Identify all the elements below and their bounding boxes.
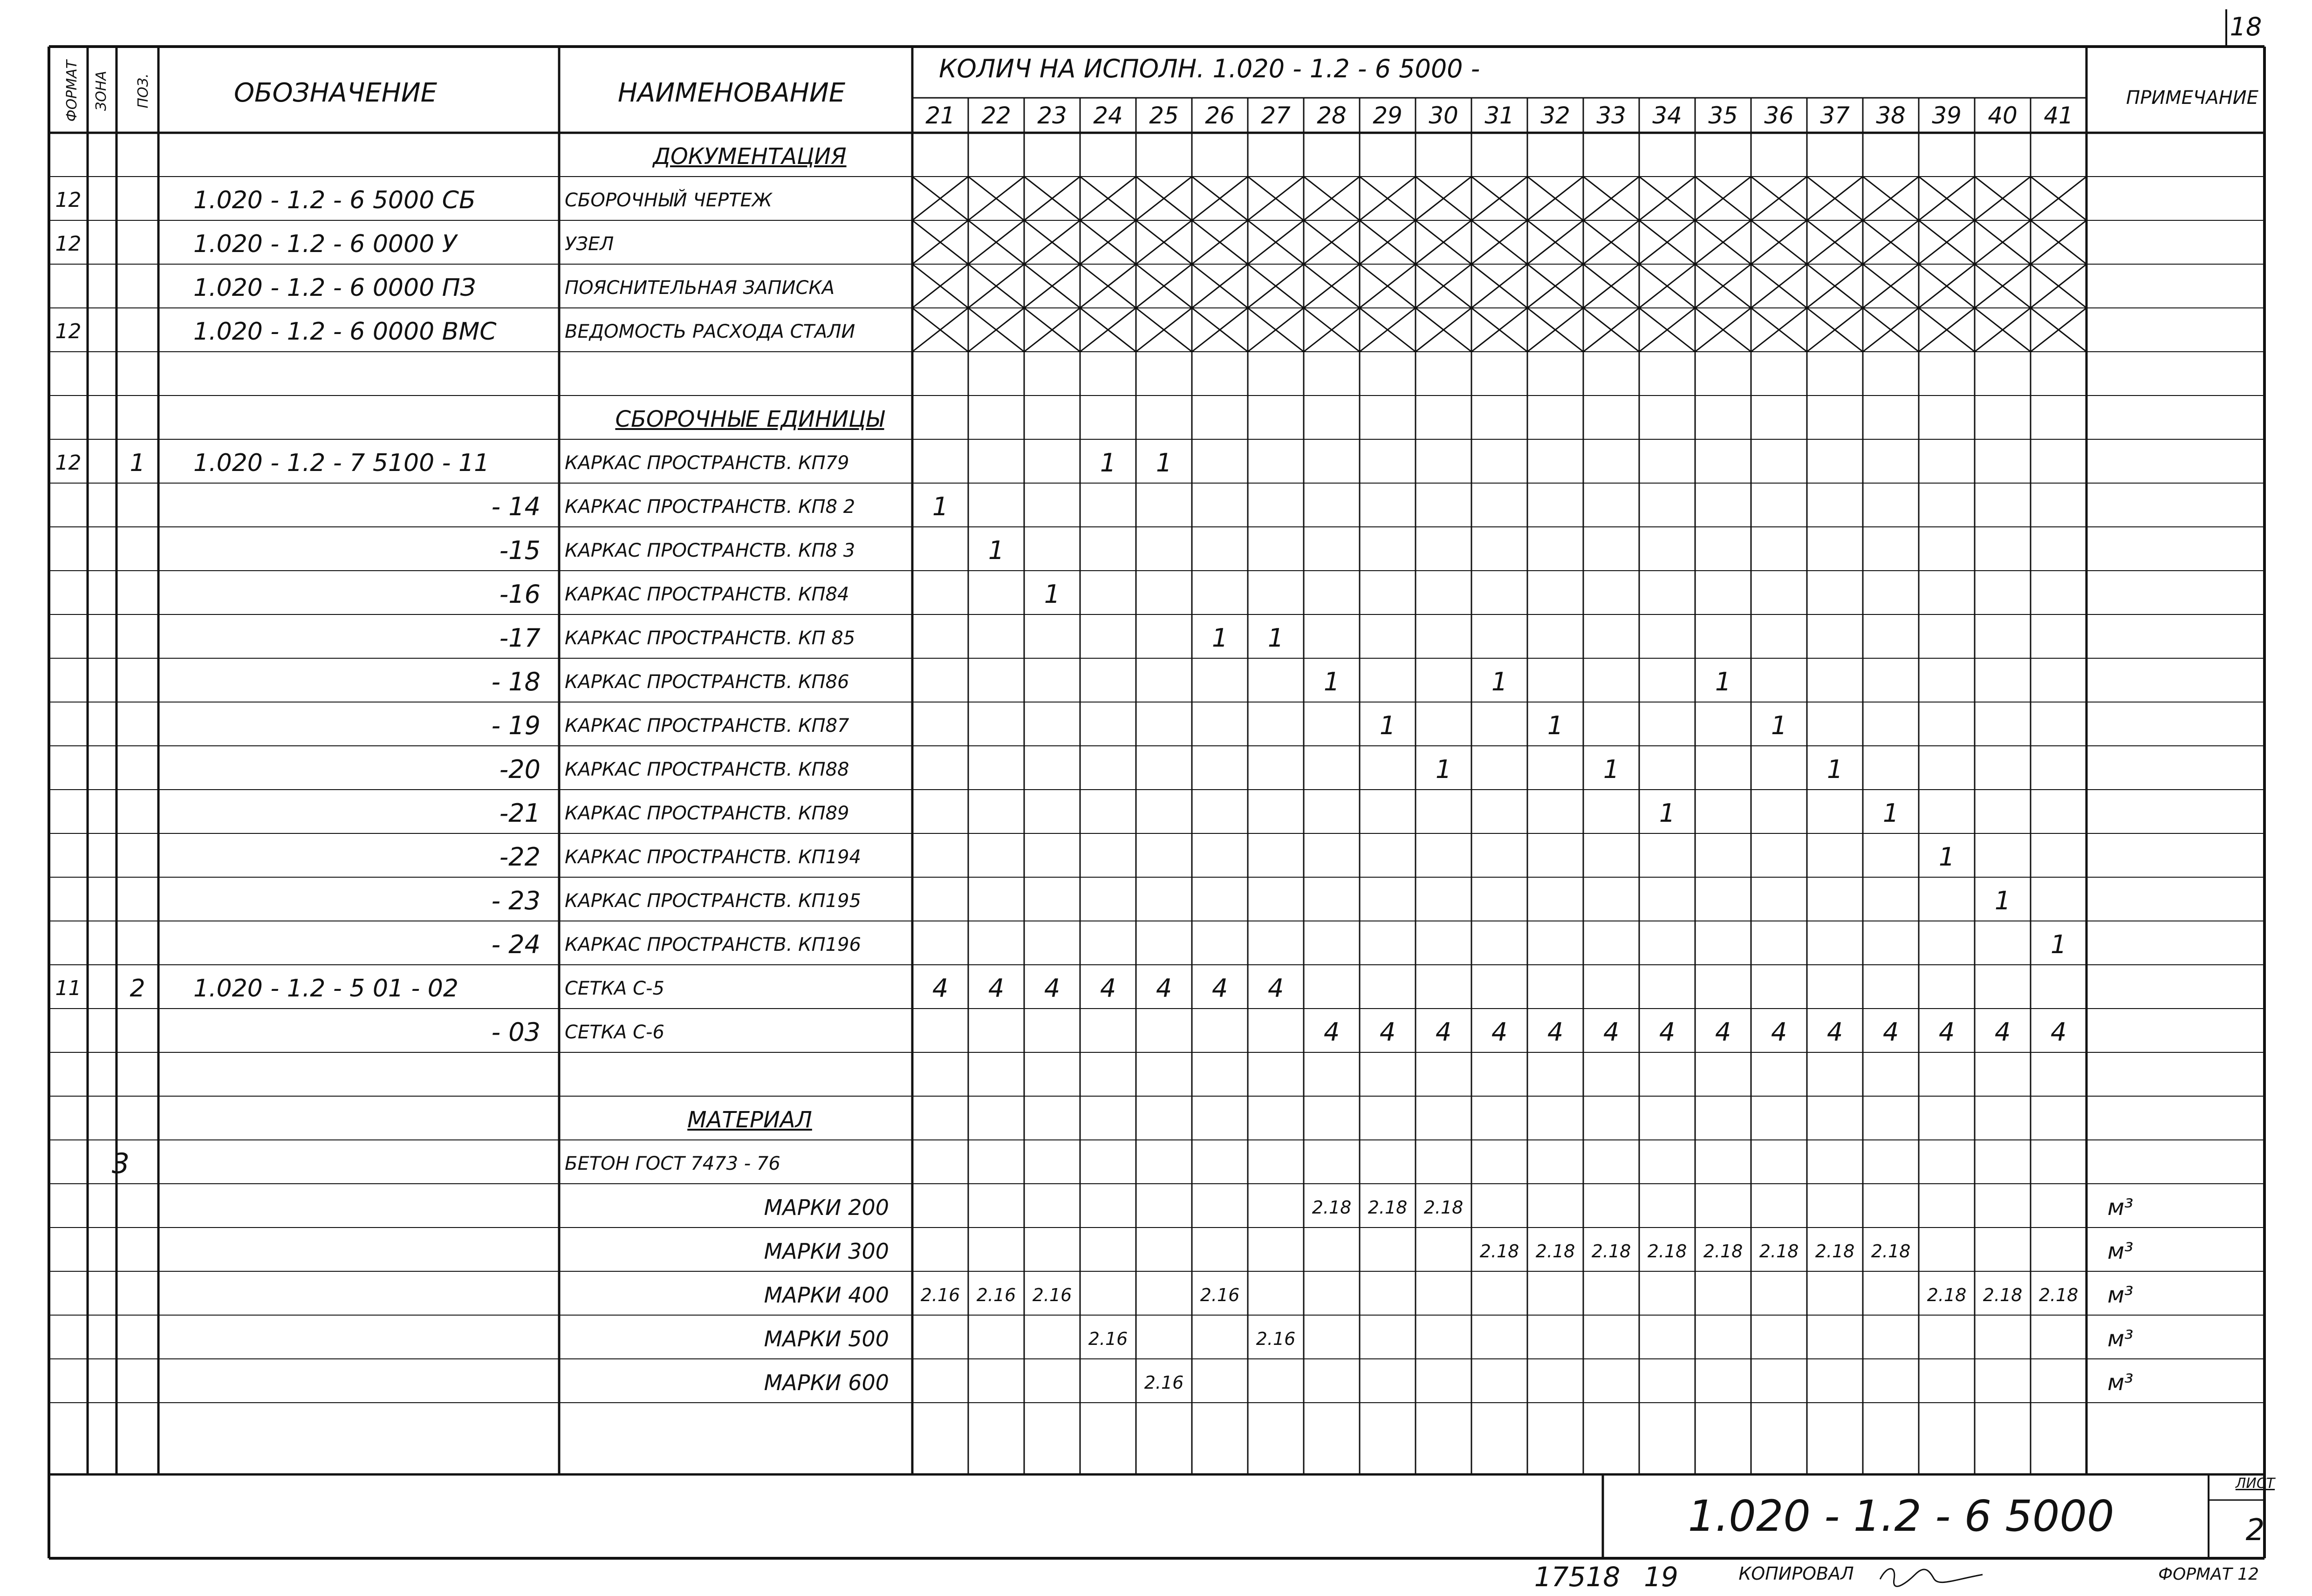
quantity-cell: 2.18 xyxy=(1368,1197,1408,1218)
quantity-cell: 1 xyxy=(1491,667,1508,696)
variant-header: 21 xyxy=(925,102,955,129)
header-designation: ОБОЗНАЧЕНИЕ xyxy=(233,78,438,108)
quantity-cell: 4 xyxy=(1435,1017,1452,1047)
quantity-cell: 1 xyxy=(1659,798,1676,828)
row-designation: - 18 xyxy=(491,667,540,696)
quantity-cell: 4 xyxy=(1323,1017,1340,1047)
variant-header: 36 xyxy=(1764,102,1794,129)
row-format: 12 xyxy=(55,451,82,475)
row-designation: 1.020 - 1.2 - 6 5000 СБ xyxy=(193,186,476,214)
row-name: КАРКАС ПРОСТРАНСТВ. КП195 xyxy=(565,890,861,912)
variant-header: 35 xyxy=(1708,102,1738,129)
quantity-cell: 4 xyxy=(2050,1017,2067,1047)
quantity-cell: 2.18 xyxy=(1815,1241,1855,1262)
row-position: 2 xyxy=(130,975,145,1003)
section-heading: МАТЕРИАЛ xyxy=(687,1107,812,1133)
row-format: 12 xyxy=(55,320,82,343)
quantity-cell: 4 xyxy=(1211,974,1228,1003)
quantity-cell: 1 xyxy=(1603,755,1620,784)
row-name: БЕТОН ГОСТ 7473 - 76 xyxy=(565,1153,780,1174)
variant-header: 32 xyxy=(1540,102,1570,129)
row-format: 12 xyxy=(55,232,82,256)
row-name: УЗЕЛ xyxy=(565,233,614,255)
quantity-cell: 2.16 xyxy=(1032,1285,1072,1305)
quantity-cell: 2.18 xyxy=(1759,1241,1799,1262)
footer-number: 19 xyxy=(1644,1561,1678,1593)
quantity-cell: 4 xyxy=(1547,1017,1564,1047)
quantity-cell: 2.16 xyxy=(1088,1329,1128,1349)
quantity-cell: 1 xyxy=(988,536,1005,565)
row-designation: 1.020 - 1.2 - 6 0000 У xyxy=(193,230,457,258)
row-name: КАРКАС ПРОСТРАНСТВ. КП84 xyxy=(565,584,849,605)
row-designation: - 23 xyxy=(491,886,540,915)
quantity-cell: 4 xyxy=(1267,974,1284,1003)
quantity-cell: 4 xyxy=(988,974,1005,1003)
row-designation: 1.020 - 1.2 - 7 5100 - 11 xyxy=(193,449,490,477)
footer-inventory-number: 17518 xyxy=(1534,1561,1621,1593)
quantity-cell: 1 xyxy=(1547,711,1564,740)
quantity-cell: 1 xyxy=(1882,798,1899,828)
variant-header: 37 xyxy=(1820,102,1850,129)
quantity-cell: 2.16 xyxy=(976,1285,1016,1305)
row-name: МАРКИ 200 xyxy=(764,1195,889,1220)
row-name: КАРКАС ПРОСТРАНСТВ. КП88 xyxy=(565,759,849,780)
quantity-cell: 2.18 xyxy=(1983,1285,2023,1305)
quantity-cell: 1 xyxy=(1938,842,1955,872)
row-designation: -21 xyxy=(499,798,540,828)
quantity-cell: 4 xyxy=(1044,974,1060,1003)
row-name: МАРКИ 300 xyxy=(764,1239,889,1264)
quantity-cell: 2.18 xyxy=(1312,1197,1352,1218)
variant-header: 26 xyxy=(1205,102,1235,129)
header-pos: ПОЗ. xyxy=(135,73,151,109)
quantity-cell: 1 xyxy=(1771,711,1787,740)
quantity-cell: 4 xyxy=(1156,974,1172,1003)
row-name: ВЕДОМОСТЬ РАСХОДА СТАЛИ xyxy=(565,321,855,342)
quantity-cell: 2.18 xyxy=(1647,1241,1687,1262)
variant-header: 39 xyxy=(1932,102,1962,129)
row-format: 11 xyxy=(55,976,82,1000)
quantity-cell: 4 xyxy=(1715,1017,1731,1047)
variant-header: 27 xyxy=(1261,102,1291,129)
quantity-cell: 2.16 xyxy=(1144,1372,1184,1393)
quantity-cell: 4 xyxy=(1938,1017,1955,1047)
row-designation: -16 xyxy=(499,580,540,609)
variant-header: 38 xyxy=(1876,102,1906,129)
row-designation: -22 xyxy=(499,842,540,872)
row-position: 1 xyxy=(130,449,145,477)
row-designation: -17 xyxy=(499,623,540,653)
variant-header: 23 xyxy=(1037,102,1067,129)
variant-header: 40 xyxy=(1988,102,2018,129)
quantity-cell: 1 xyxy=(1156,448,1172,477)
footer-format-label: ФОРМАТ 12 xyxy=(2158,1565,2259,1584)
quantity-cell: 1 xyxy=(1379,711,1396,740)
quantity-cell: 4 xyxy=(1100,974,1116,1003)
row-designation: - 24 xyxy=(491,930,540,959)
row-format: 12 xyxy=(55,188,82,212)
section-heading: ДОКУМЕНТАЦИЯ xyxy=(653,143,847,170)
row-name: ПОЯСНИТЕЛЬНАЯ ЗАПИСКА xyxy=(565,277,835,299)
section-heading: СБОРОЧНЫЕ ЕДИНИЦЫ xyxy=(615,406,884,432)
header-qty-title: КОЛИЧ НА ИСПОЛН. 1.020 - 1.2 - 6 5000 - xyxy=(939,54,1480,83)
row-name: КАРКАС ПРОСТРАНСТВ. КП 85 xyxy=(565,627,855,649)
quantity-cell: 1 xyxy=(1100,448,1116,477)
row-designation: -15 xyxy=(499,536,540,565)
row-name: КАРКАС ПРОСТРАНСТВ. КП79 xyxy=(565,452,849,474)
variant-header: 22 xyxy=(981,102,1011,129)
quantity-cell: 4 xyxy=(1659,1017,1676,1047)
quantity-cell: 1 xyxy=(1267,623,1284,653)
variant-header: 34 xyxy=(1652,102,1682,129)
header-zone: ЗОНА xyxy=(93,71,109,111)
quantity-cell: 2.18 xyxy=(1479,1241,1519,1262)
quantity-cell: 1 xyxy=(932,492,949,521)
row-name: КАРКАС ПРОСТРАНСТВ. КП86 xyxy=(565,671,849,693)
variant-header: 28 xyxy=(1317,102,1347,129)
quantity-cell: 4 xyxy=(1826,1017,1843,1047)
row-name: СЕТКА С-6 xyxy=(565,1022,664,1043)
row-name: КАРКАС ПРОСТРАНСТВ. КП89 xyxy=(565,803,849,824)
quantity-cell: 2.18 xyxy=(2038,1285,2079,1305)
quantity-cell: 2.18 xyxy=(1871,1241,1911,1262)
row-name: КАРКАС ПРОСТРАНСТВ. КП194 xyxy=(565,846,861,868)
quantity-cell: 4 xyxy=(1379,1017,1396,1047)
variant-header: 31 xyxy=(1484,102,1514,129)
header-format: ФОРМАТ xyxy=(64,60,80,122)
stamp-document-code: 1.020 - 1.2 - 6 5000 xyxy=(1688,1491,2114,1541)
row-designation: 1.020 - 1.2 - 5 01 - 02 xyxy=(193,975,458,1003)
variant-header: 41 xyxy=(2044,102,2073,129)
copier-signature xyxy=(1878,1561,1985,1589)
quantity-cell: 2.18 xyxy=(1423,1197,1464,1218)
row-designation: -20 xyxy=(499,755,540,784)
quantity-cell: 2.16 xyxy=(1256,1329,1296,1349)
quantity-cell: 4 xyxy=(1491,1017,1508,1047)
quantity-cell: 1 xyxy=(2050,930,2067,959)
quantity-cell: 2.18 xyxy=(1535,1241,1575,1262)
quantity-cell: 4 xyxy=(1771,1017,1787,1047)
quantity-cell: 2.18 xyxy=(1927,1285,1967,1305)
header-name: НАИМЕНОВАНИЕ xyxy=(617,78,846,108)
stamp-sheet-number: 2 xyxy=(2245,1513,2265,1548)
row-designation: - 19 xyxy=(491,711,540,740)
quantity-cell: 2.18 xyxy=(1591,1241,1631,1262)
variant-header: 30 xyxy=(1429,102,1458,129)
row-name: СБОРОЧНЫЙ ЧЕРТЕЖ xyxy=(565,190,772,211)
row-note: м³ xyxy=(2107,1282,2134,1308)
row-note: м³ xyxy=(2107,1238,2134,1264)
quantity-cell: 1 xyxy=(1715,667,1731,696)
quantity-cell: 4 xyxy=(1994,1017,2011,1047)
footer-copied-label: КОПИРОВАЛ xyxy=(1738,1563,1854,1584)
stamp-sheet-label: ЛИСТ xyxy=(2235,1475,2275,1492)
row-zone: 3 xyxy=(111,1147,130,1180)
quantity-cell: 4 xyxy=(1882,1017,1899,1047)
variant-header: 24 xyxy=(1093,102,1123,129)
row-note: м³ xyxy=(2107,1194,2134,1221)
row-name: КАРКАС ПРОСТРАНСТВ. КП87 xyxy=(565,715,849,737)
quantity-cell: 1 xyxy=(1435,755,1452,784)
quantity-cell: 2.16 xyxy=(1200,1285,1240,1305)
row-name: СЕТКА С-5 xyxy=(565,978,664,999)
row-designation: 1.020 - 1.2 - 6 0000 ВМС xyxy=(193,318,497,346)
variant-header: 25 xyxy=(1149,102,1179,129)
quantity-cell: 1 xyxy=(1994,886,2011,915)
quantity-cell: 4 xyxy=(932,974,949,1003)
quantity-cell: 1 xyxy=(1211,623,1228,653)
quantity-cell: 1 xyxy=(1826,755,1843,784)
row-designation: - 03 xyxy=(491,1017,540,1047)
row-designation: 1.020 - 1.2 - 6 0000 ПЗ xyxy=(193,274,476,302)
row-name: МАРКИ 600 xyxy=(764,1370,889,1395)
row-name: МАРКИ 500 xyxy=(764,1326,889,1351)
row-name: КАРКАС ПРОСТРАНСТВ. КП8 3 xyxy=(565,540,855,561)
row-designation: - 14 xyxy=(491,492,540,521)
row-name: МАРКИ 400 xyxy=(764,1282,889,1308)
row-name: КАРКАС ПРОСТРАНСТВ. КП8 2 xyxy=(565,496,855,518)
row-note: м³ xyxy=(2107,1370,2134,1396)
header-note: ПРИМЕЧАНИЕ xyxy=(2126,87,2258,109)
sheet-number-top: 18 xyxy=(2230,12,2262,41)
quantity-cell: 2.18 xyxy=(1703,1241,1743,1262)
quantity-cell: 4 xyxy=(1603,1017,1620,1047)
variant-header: 33 xyxy=(1596,102,1626,129)
quantity-cell: 1 xyxy=(1323,667,1340,696)
row-note: м³ xyxy=(2107,1326,2134,1352)
quantity-cell: 2.16 xyxy=(920,1285,960,1305)
variant-header: 29 xyxy=(1373,102,1402,129)
quantity-cell: 1 xyxy=(1044,580,1060,609)
row-name: КАРКАС ПРОСТРАНСТВ. КП196 xyxy=(565,934,861,955)
